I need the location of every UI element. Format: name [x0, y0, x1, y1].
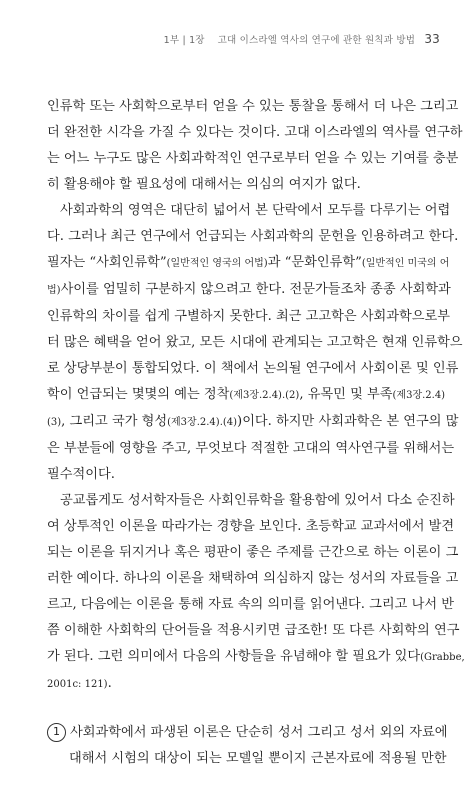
text-line: 터 많은 혜택을 얻어 왔고, 모든 시대에 관계되는 고고학은 현재 인류학으 [47, 335, 463, 350]
paragraph-2 [47, 198, 463, 488]
text-line [47, 409, 459, 436]
small-note: (일반적인 영국의 어법) [166, 258, 268, 269]
text-line: 은 부분들에 영향을 주고, 무엇보다 적절한 고대의 역사연구를 위해서는 [47, 441, 455, 456]
text-line: 는 어느 누구도 많은 사회과학적인 연구로부터 얻을 수 있는 기여를 충분 [47, 151, 459, 166]
text-segment: , 유목민 및 부족 [299, 387, 393, 402]
text-segment: , 그리고 국가 형성 [61, 414, 168, 429]
citation: (Grabbe, [420, 652, 465, 663]
citation: 2001c: 121) [47, 679, 108, 690]
paragraph-1 [47, 94, 463, 198]
running-head-spacer [208, 35, 214, 46]
running-head-part: 1부 [163, 35, 180, 46]
text-line: 히 활용해야 할 필요성에 대해서는 의심의 여지가 없다. [47, 177, 361, 192]
text-segment: )이다. 하지만 사회과학은 본 연구의 많 [237, 414, 459, 429]
text-line: 르고, 다음에는 이론을 통해 자료 속의 의미를 읽어낸다. 그리고 나서 반 [47, 597, 454, 612]
text-segment: 과 “문화인류학” [267, 255, 362, 270]
numbered-list [47, 720, 448, 772]
body-text [47, 94, 465, 698]
text-line [47, 671, 439, 698]
small-note: (제3장.2.4).(2) [229, 390, 300, 401]
text-line: 쯤 이해한 사회학의 단어들을 적용시키면 급조한! 또 다른 사회학의 연구 [47, 623, 460, 638]
text-segment: 학이 언급되는 몇몇의 예는 정착 [47, 387, 230, 402]
text-line: 인류학의 차이를 쉽게 구별하지 못한다. 최근 고고학은 사회과학으로부 [47, 309, 450, 324]
text-line: 러한 예이다. 하나의 이론을 채택하여 의심하지 않는 성서의 자료들을 고 [47, 571, 459, 586]
running-head-chapter: 1장 [189, 35, 205, 46]
list-number: 1 [47, 723, 66, 742]
text-line [47, 382, 446, 409]
text-segment: 사이를 엄밀히 구분하지 않으려고 한다. 전문가들조차 종종 사회학과 [60, 282, 451, 297]
text-line: 다. 그러나 최근 연구에서 언급되는 사회과학의 문헌을 인용하려고 한다. [47, 229, 459, 244]
text-line [47, 277, 451, 304]
text-line: 인류학 또는 사회학으로부터 얻을 수 있는 통찰을 통해서 더 나은 그리고 [47, 99, 459, 114]
text-line: 사회과학의 영역은 대단히 넓어서 본 단락에서 모두를 다루기는 어렵 [60, 203, 451, 218]
list-item [47, 720, 448, 772]
paragraph-3 [47, 488, 465, 698]
text-segment: . [107, 676, 112, 691]
text-line [47, 644, 465, 671]
running-head-sep: | [182, 35, 190, 46]
small-note: (제3장.2.4) [392, 390, 446, 401]
small-note: (제3장.2.4).(4) [167, 417, 238, 428]
text-line [47, 250, 450, 277]
list-item-text-continued: 대해서 시험의 대상이 되는 모델일 뿐이지 근본자료에 적용될 만한 [69, 751, 447, 766]
small-note: (일반적인 미국의 어 [361, 258, 450, 269]
text-line: 되는 이론을 뒤지거나 혹은 평판이 좋은 주제를 근간으로 하는 이론이 그 [47, 545, 459, 560]
page-number: 33 [424, 32, 440, 46]
text-segment: 필자는 “사회인류학” [47, 255, 167, 270]
small-note: 법) [47, 285, 61, 296]
running-head [160, 32, 440, 46]
text-line: 공교롭게도 성서학자들은 사회인류학을 활용함에 있어서 다소 순진하 [60, 493, 455, 508]
text-line: 필수적이다. [47, 467, 115, 482]
running-head-title: 고대 이스라엘 역사의 연구에 관한 원칙과 방법 [217, 35, 416, 46]
text-line: 로 상당부분이 통합되었다. 이 책에서 논의될 연구에서 사회이론 및 인류 [47, 361, 459, 376]
list-item-text: 사회과학에서 파생된 이론은 단순히 성서 그리고 성서 외의 자료에 [70, 725, 448, 740]
text-segment: 가 된다. 그런 의미에서 다음의 사항들을 유념해야 할 필요가 있다 [47, 649, 421, 664]
text-line: 더 완전한 시각을 가질 수 있다는 것이다. 고대 이스라엘의 역사를 연구하 [47, 125, 463, 140]
text-line: 여 상투적인 이론을 따라가는 경향을 보인다. 초등학교 교과서에서 발견 [47, 519, 455, 534]
small-note: (3) [47, 417, 62, 428]
